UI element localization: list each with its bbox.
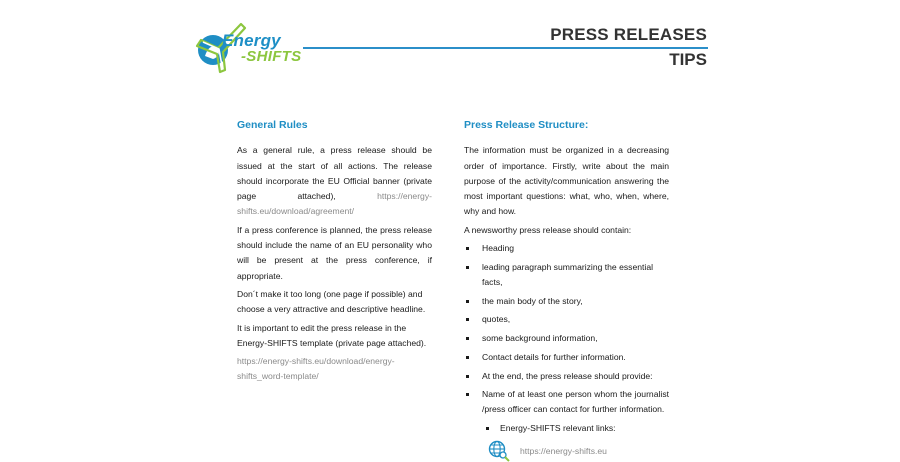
general-rules-paragraph-2: If a press conference is planned, the press release should include the name of an EU personality who will be present at the press conference, if appropriate.: [237, 224, 432, 281]
list-item: At the end, the press release should provide:: [464, 369, 669, 384]
header-divider: [303, 47, 708, 49]
press-release-structure-column: [464, 118, 669, 462]
paragraph-text: As a general rule, a press release should be issued at the start of all actions. The release should incorporate the EU Official banner (private page attached),: [237, 145, 432, 202]
general-rules-paragraph-4: It is important to edit the press release in the Energy-SHIFTS template (private page attached).: [237, 322, 427, 348]
general-rules-heading: General Rules: [237, 119, 308, 131]
logo-text-shifts: -SHIFTS: [241, 48, 302, 65]
structure-intro: The information must be organized in a decreasing order of importance. Firstly, write about the main purpose of the activity/communication answering the most important questions: what, who, when, where, why and how.: [464, 145, 669, 217]
globe-search-icon: [488, 440, 510, 462]
page-subtitle: TIPS: [669, 50, 707, 69]
general-rules-paragraph-3: Don´t make it too long (one page if possible) and choose a very attractive and descriptive headline.: [237, 288, 426, 315]
list-item: the main body of the story,: [464, 294, 669, 309]
website-link[interactable]: https://energy-shifts.eu: [520, 445, 607, 456]
list-item: Name of at least one person whom the journalist /press officer can contact for further information.: [464, 387, 669, 418]
structure-heading: Press Release Structure:: [464, 119, 589, 131]
list-intro: A newsworthy press release should contain:: [464, 224, 632, 235]
list-item: some background information,: [464, 331, 669, 346]
agreement-link[interactable]: https://energy-shifts.eu/download/agreement/: [237, 191, 432, 217]
logo-text-energy: Energy: [222, 31, 281, 50]
general-rules-column: [237, 118, 432, 388]
list-item: quotes,: [464, 312, 669, 327]
sub-list: [464, 421, 669, 436]
list-item: Contact details for further information.: [464, 350, 669, 365]
list-item: Heading: [464, 241, 669, 256]
template-link[interactable]: https://energy-shifts.eu/download/energy-shifts_word-template/: [237, 356, 395, 382]
list-item: leading paragraph summarizing the essential facts,: [464, 260, 669, 291]
general-rules-paragraph-1: [237, 143, 432, 219]
contents-list: [464, 241, 669, 418]
website-link-row[interactable]: [488, 440, 669, 462]
page-title: PRESS RELEASES: [550, 25, 707, 44]
sub-list-item: Energy-SHIFTS relevant links:: [482, 421, 669, 436]
